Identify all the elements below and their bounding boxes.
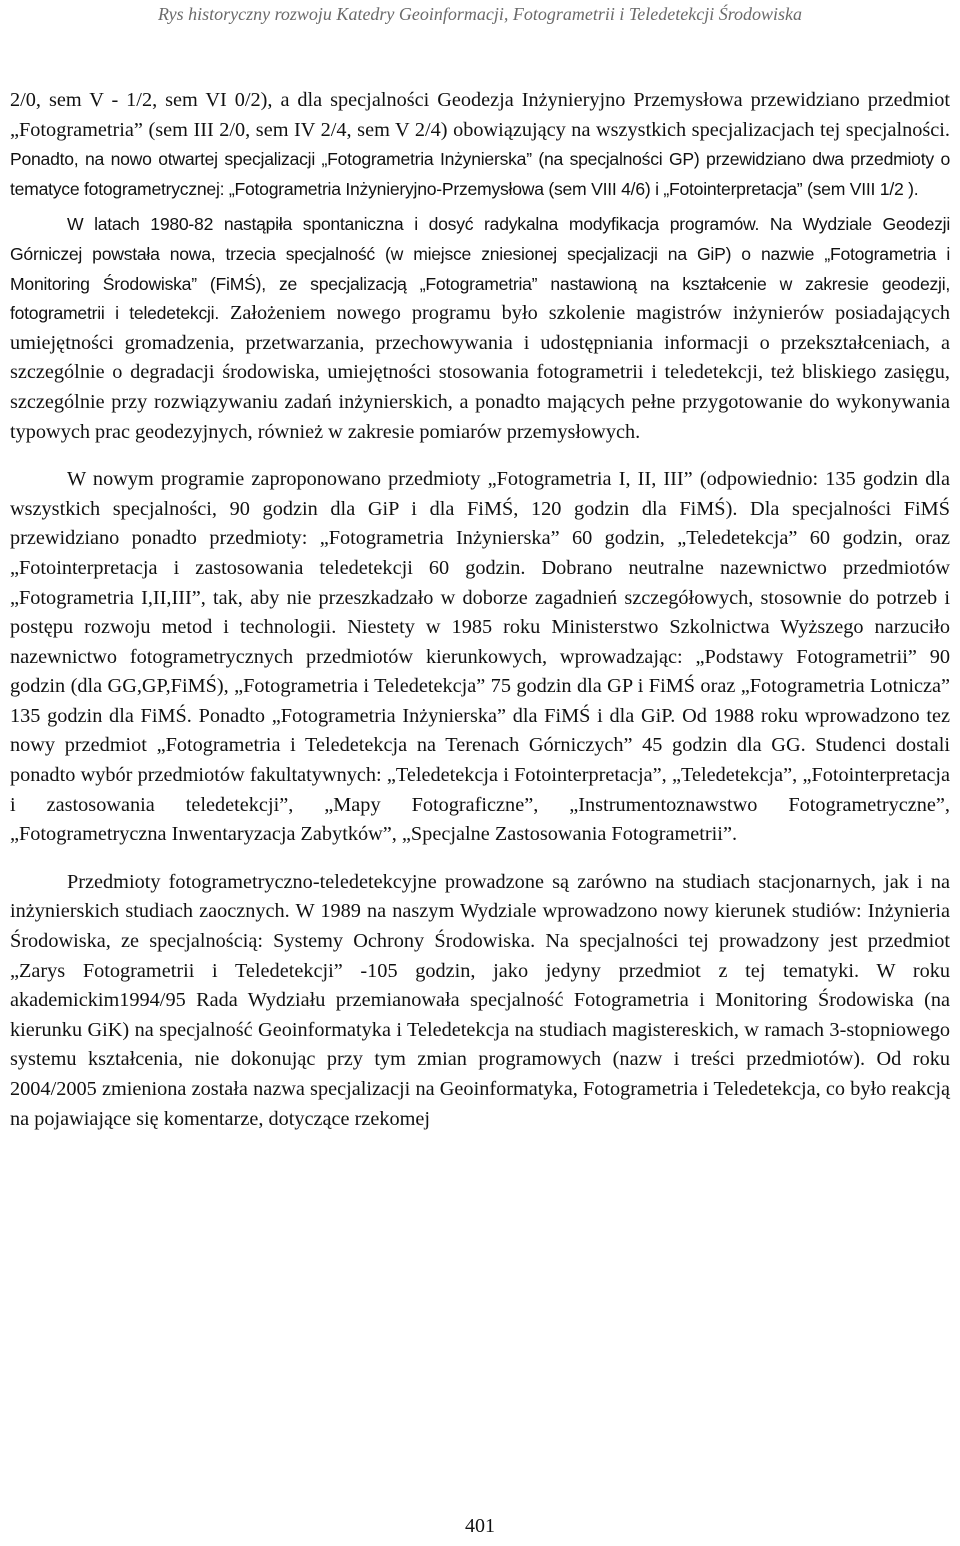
paragraph-1 <box>10 86 950 204</box>
paragraph-1-part-serif: 2/0, sem V - 1/2, sem VI 0/2), a dla specjalności Geodezja Inżynieryjno Przemysłowa przewidziano przedmiot „Fotogrametria” (sem III 2/0, sem IV 2/4, sem V 2/4) obowiązujący na wszystkich specjalizacjach tej specjalności. <box>10 89 950 141</box>
paragraph-1-part-sans: Ponadto, na nowo otwartej specjalizacji „Fotogrametria Inżynierska” (na specjalności GP) przewidziano dwa przedmioty o tematyce fotogrametrycznej: „Fotogrametria Inżynieryjno-Przemysłowa (sem VIII 4/6) i „Fotointerpretacja” (sem VIII 1/2 ). <box>10 149 950 199</box>
paragraph-3: W nowym programie zaproponowano przedmioty „Fotogrametria I, II, III” (odpowiednio: 135 godzin dla wszystkich specjalności, 90 godzin dla GiP i dla FiMŚ, 120 godzin dla FiMŚ). Dla specjalności FiMŚ przewidziano ponadto przedmioty: „Fotogrametria Inżynierska” 60 godzin, „Teledetekcja” 60 godzin, oraz „Fotointerpretacja i zastosowania teledetekcji 60 godzin. Dobrano neutralne nazewnictwo przedmiotów „Fotogrametria I,II,III”, tak, aby nie przeszkadzało w doborze zagadnień szczegółowych, stosownie do potrzeb i postępu rozwoju metod i technologii. Niestety w 1985 roku Ministerstwo Szkolnictwa Wyższego narzuciło nazewnictwo fotogrametrycznych przedmiotów kierunkowych, wprowadzając: „Podstawy Fotogrametrii” 90 godzin (dla GG,GP,FiMŚ), „Fotogrametria i Teledetekcja” 75 godzin dla GP i FiMŚ oraz „Fotogrametria Lotnicza” 135 godzin dla FiMŚ. Ponadto „Fotogrametria Inżynierska” dla FiMŚ i dla GiP. Od 1988 roku wprowadzono tez nowy przedmiot „Fotogrametria i Teledetekcja na Terenach Górniczych” 45 godzin dla GG. Studenci dostali ponadto wybór przedmiotów fakultatywnych: „Teledetekcja i Fotointerpretacja”, „Teledetekcja”, „Fotointerpretacja i zastosowania teledetekcji”, „Mapy Fotograficzne”, „Instrumentoznawstwo Fotogrametryczne”, „Fotogrametryczna Inwentaryzacja Zabytków”, „Specjalne Zastosowania Fotogrametrii”. <box>10 468 950 846</box>
paragraph-2-part-sans: W latach 1980-82 nastąpiła spontaniczna i dosyć radykalna modyfikacja programów. Na Wydziale Geodezji Górniczej powstała nowa, trzecia specjalność (w miejsce zniesionej specjalizacji na GiP) o nazwie „Fotogrametria i Monitoring Środowiska” (FiMŚ), ze specjalizacją „Fotogrametria” nastawioną na kształcenie w zakresie geodezji, fotogrametrii i teledetekcji. <box>10 214 950 324</box>
paragraph-2 <box>10 210 950 447</box>
paragraph-2-part-serif: Założeniem nowego programu było szkolenie magistrów inżynierów posiadających umiejętności gromadzenia, przetwarzania, przechowywania i udostępniania informacji o przekształceniach, a szczególnie o degradacji środowiska, umiejętności stosowania fotogrametrii i teledetekcji, też bliskiego zasięgu, szczególnie przy rozwiązywaniu zadań inżynierskich, a ponadto mających pełne przygotowanie do wykonywania typowych prac geodezyjnych, również w zakresie pomiarów przemysłowych. <box>10 302 950 443</box>
paragraph-4: Przedmioty fotogrametryczno-teledetekcyjne prowadzone są zarówno na studiach stacjonarnych, jak i na inżynierskich studiach zaocznych. W 1989 na naszym Wydziale wprowadzono nowy kierunek studiów: Inżynieria Środowiska, ze specjalnością: Systemy Ochrony Środowiska. Na specjalności tej prowadzony jest przedmiot „Zarys Fotogrametrii i Teledetekcji” -105 godzin, jako jedyny przedmiot z tej tematyki. W roku akademickim1994/95 Rada Wydziału przemianowała specjalność Fotogrametria i Monitoring Środowiska (na kierunku GiK) na specjalność Geoinformatyka i Teledetekcja na studiach magistereskich, w ramach 3-stopniowego systemu kształcenia, nie dokonując przy tym zmian programowych (nazw i treści przedmiotów). Od roku 2004/2005 zmieniona została nazwa specjalizacji na Geoinformatyka, Fotogrametria i Teledetekcja, co było reakcją na pojawiające się komentarze, dotyczące rzekomej <box>10 870 950 1130</box>
page-number: 401 <box>465 1515 495 1537</box>
running-header: Rys historyczny rozwoju Katedry Geoinformacji, Fotogrametrii i Teledetekcji Środowiska <box>157 4 803 24</box>
document-body <box>10 86 950 1134</box>
